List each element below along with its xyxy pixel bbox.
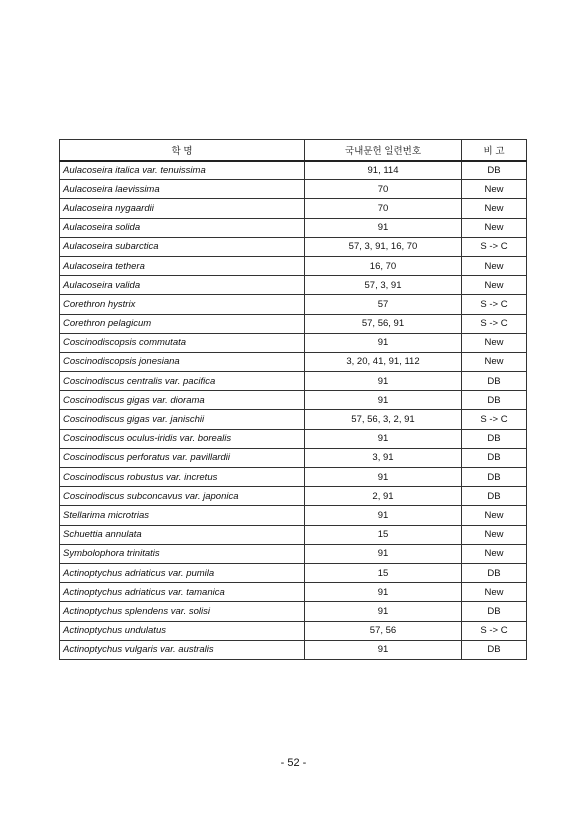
species-name-cell: Actinoptychus adriaticus var. tamanica bbox=[60, 583, 305, 602]
table-row bbox=[60, 352, 527, 371]
page-number: - 52 - bbox=[280, 757, 307, 769]
reference-number-cell: 57, 3, 91, 16, 70 bbox=[305, 237, 462, 256]
remarks-cell: S -> C bbox=[462, 621, 527, 640]
species-name-cell: Symbolophora trinitatis bbox=[60, 544, 305, 563]
species-name-cell: Actinoptychus adriaticus var. pumila bbox=[60, 563, 305, 582]
remarks-cell: DB bbox=[462, 161, 527, 180]
table-row bbox=[60, 602, 527, 621]
remarks-cell: DB bbox=[462, 487, 527, 506]
remarks-cell: DB bbox=[462, 563, 527, 582]
species-name-cell: Aulacoseira solida bbox=[60, 218, 305, 237]
reference-number-cell: 91 bbox=[305, 429, 462, 448]
remarks-cell: New bbox=[462, 256, 527, 275]
table-row bbox=[60, 506, 527, 525]
remarks-cell: S -> C bbox=[462, 410, 527, 429]
table-row bbox=[60, 180, 527, 199]
header-reference-number: 국내문헌 일련번호 bbox=[305, 140, 462, 161]
reference-number-cell: 91 bbox=[305, 218, 462, 237]
reference-number-cell: 57 bbox=[305, 295, 462, 314]
species-name-cell: Actinoptychus vulgaris var. australis bbox=[60, 640, 305, 659]
header-scientific-name: 학 명 bbox=[60, 140, 305, 161]
table-header bbox=[60, 140, 527, 161]
reference-number-cell: 2, 91 bbox=[305, 487, 462, 506]
reference-number-cell: 57, 56, 91 bbox=[305, 314, 462, 333]
reference-number-cell: 15 bbox=[305, 525, 462, 544]
reference-number-cell: 57, 56 bbox=[305, 621, 462, 640]
species-name-cell: Coscinodiscus centralis var. pacifica bbox=[60, 372, 305, 391]
remarks-cell: New bbox=[462, 352, 527, 371]
reference-number-cell: 16, 70 bbox=[305, 256, 462, 275]
remarks-cell: S -> C bbox=[462, 237, 527, 256]
remarks-cell: DB bbox=[462, 468, 527, 487]
species-name-cell: Actinoptychus splendens var. solisi bbox=[60, 602, 305, 621]
table-row bbox=[60, 448, 527, 467]
remarks-cell: DB bbox=[462, 602, 527, 621]
header-row bbox=[60, 140, 527, 161]
reference-number-cell: 57, 56, 3, 2, 91 bbox=[305, 410, 462, 429]
species-name-cell: Coscinodiscus robustus var. incretus bbox=[60, 468, 305, 487]
table-row bbox=[60, 544, 527, 563]
remarks-cell: New bbox=[462, 544, 527, 563]
remarks-cell: New bbox=[462, 180, 527, 199]
table-row bbox=[60, 468, 527, 487]
table-row bbox=[60, 237, 527, 256]
table-row bbox=[60, 218, 527, 237]
species-name-cell: Aulacoseira tethera bbox=[60, 256, 305, 275]
species-name-cell: Corethron pelagicum bbox=[60, 314, 305, 333]
table-row bbox=[60, 621, 527, 640]
reference-number-cell: 91 bbox=[305, 391, 462, 410]
table-row bbox=[60, 391, 527, 410]
header-remarks: 비 고 bbox=[462, 140, 527, 161]
reference-number-cell: 91 bbox=[305, 640, 462, 659]
reference-number-cell: 91 bbox=[305, 506, 462, 525]
reference-number-cell: 70 bbox=[305, 180, 462, 199]
table-row bbox=[60, 429, 527, 448]
table-body bbox=[60, 161, 527, 660]
remarks-cell: New bbox=[462, 333, 527, 352]
table-row bbox=[60, 487, 527, 506]
table-row bbox=[60, 583, 527, 602]
reference-number-cell: 91 bbox=[305, 333, 462, 352]
remarks-cell: New bbox=[462, 276, 527, 295]
species-name-cell: Coscinodiscopsis jonesiana bbox=[60, 352, 305, 371]
table-row bbox=[60, 372, 527, 391]
reference-number-cell: 70 bbox=[305, 199, 462, 218]
species-name-cell: Coscinodiscus gigas var. diorama bbox=[60, 391, 305, 410]
table-row bbox=[60, 410, 527, 429]
remarks-cell: New bbox=[462, 218, 527, 237]
remarks-cell: DB bbox=[462, 448, 527, 467]
reference-number-cell: 91, 114 bbox=[305, 161, 462, 180]
remarks-cell: New bbox=[462, 199, 527, 218]
remarks-cell: DB bbox=[462, 640, 527, 659]
remarks-cell: S -> C bbox=[462, 295, 527, 314]
remarks-cell: DB bbox=[462, 391, 527, 410]
species-name-cell: Coscinodiscus subconcavus var. japonica bbox=[60, 487, 305, 506]
reference-number-cell: 15 bbox=[305, 563, 462, 582]
remarks-cell: DB bbox=[462, 372, 527, 391]
table-row bbox=[60, 276, 527, 295]
species-name-cell: Corethron hystrix bbox=[60, 295, 305, 314]
table-row bbox=[60, 314, 527, 333]
species-name-cell: Aulacoseira valida bbox=[60, 276, 305, 295]
table-row bbox=[60, 295, 527, 314]
remarks-cell: DB bbox=[462, 429, 527, 448]
table-row bbox=[60, 525, 527, 544]
species-name-cell: Coscinodiscopsis commutata bbox=[60, 333, 305, 352]
species-name-cell: Coscinodiscus perforatus var. pavillardii bbox=[60, 448, 305, 467]
reference-number-cell: 91 bbox=[305, 544, 462, 563]
table-row bbox=[60, 563, 527, 582]
reference-number-cell: 91 bbox=[305, 602, 462, 621]
table-row bbox=[60, 333, 527, 352]
table-row bbox=[60, 256, 527, 275]
table-row bbox=[60, 199, 527, 218]
reference-number-cell: 91 bbox=[305, 583, 462, 602]
remarks-cell: New bbox=[462, 506, 527, 525]
reference-number-cell: 3, 91 bbox=[305, 448, 462, 467]
table-row bbox=[60, 161, 527, 180]
species-name-cell: Stellarima microtrias bbox=[60, 506, 305, 525]
species-name-cell: Schuettia annulata bbox=[60, 525, 305, 544]
remarks-cell: S -> C bbox=[462, 314, 527, 333]
species-name-cell: Coscinodiscus gigas var. janischii bbox=[60, 410, 305, 429]
species-name-cell: Aulacoseira subarctica bbox=[60, 237, 305, 256]
reference-number-cell: 91 bbox=[305, 468, 462, 487]
reference-number-cell: 57, 3, 91 bbox=[305, 276, 462, 295]
reference-number-cell: 3, 20, 41, 91, 112 bbox=[305, 352, 462, 371]
species-name-cell: Aulacoseira nygaardii bbox=[60, 199, 305, 218]
remarks-cell: New bbox=[462, 525, 527, 544]
reference-number-cell: 91 bbox=[305, 372, 462, 391]
species-name-cell: Actinoptychus undulatus bbox=[60, 621, 305, 640]
table-row bbox=[60, 640, 527, 659]
remarks-cell: New bbox=[462, 583, 527, 602]
species-name-cell: Coscinodiscus oculus-iridis var. borealis bbox=[60, 429, 305, 448]
species-name-cell: Aulacoseira laevissima bbox=[60, 180, 305, 199]
species-table bbox=[59, 139, 527, 660]
species-name-cell: Aulacoseira italica var. tenuissima bbox=[60, 161, 305, 180]
